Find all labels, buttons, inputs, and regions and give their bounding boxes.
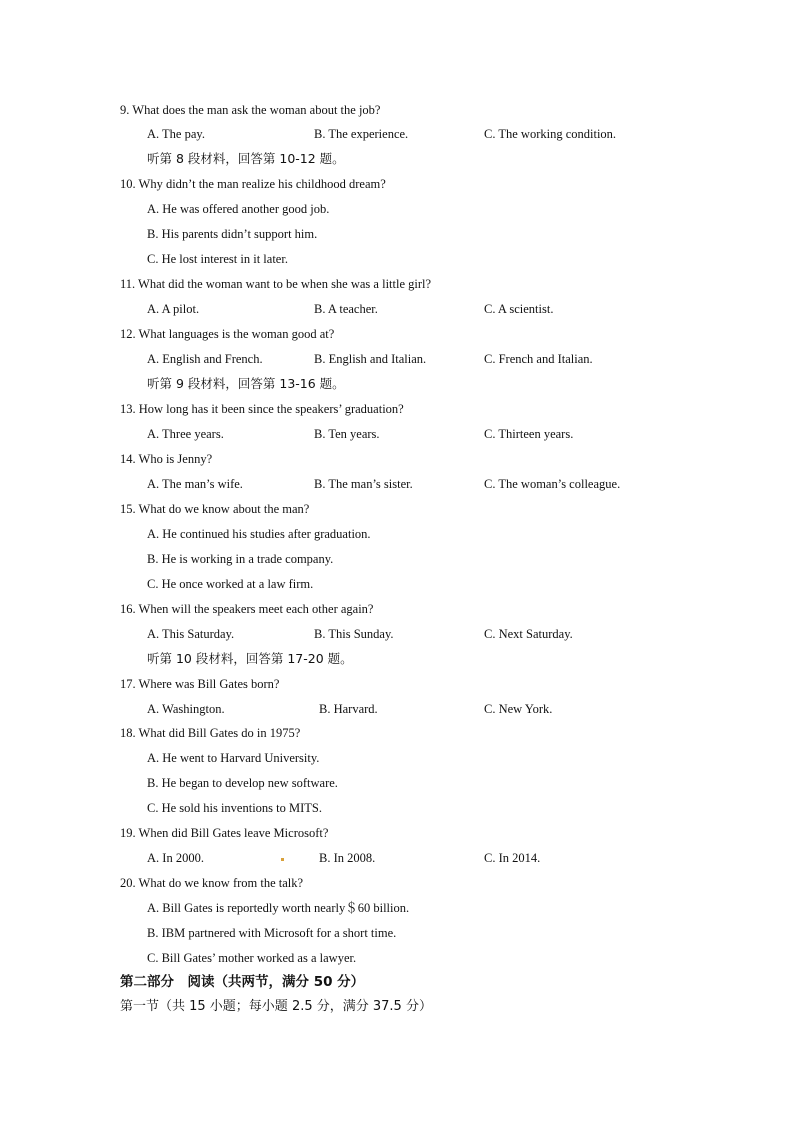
q12-option-b: B. English and Italian.	[314, 352, 427, 366]
q9-option-a: A. The pay.	[147, 127, 205, 141]
q20-option-c: C. Bill Gates’ mother worked as a lawyer.	[147, 951, 357, 965]
instruction-section-10: 听第 10 段材料，回答第 17-20 题。	[147, 651, 353, 666]
question-14: 14. Who is Jenny?	[120, 452, 213, 466]
question-11: 11. What did the woman want to be when she was a little girl?	[120, 277, 432, 291]
q16-option-a: A. This Saturday.	[147, 627, 235, 641]
q13-option-c: C. Thirteen years.	[484, 427, 574, 441]
q11-option-b: B. A teacher.	[314, 302, 378, 316]
q12-option-a: A. English and French.	[147, 352, 263, 366]
question-13: 13. How long has it been since the speakers’ graduation?	[120, 402, 404, 416]
q14-option-a: A. The man’s wife.	[147, 477, 243, 491]
q20-option-a: A. Bill Gates is reportedly worth nearly＄60 billion.	[147, 901, 410, 915]
question-17: 17. Where was Bill Gates born?	[120, 677, 280, 691]
q16-option-b: B. This Sunday.	[314, 627, 394, 641]
q15-option-a: A. He continued his studies after graduation.	[147, 527, 371, 541]
q20-option-b: B. IBM partnered with Microsoft for a short time.	[147, 926, 397, 940]
q18-option-b: B. He began to develop new software.	[147, 776, 338, 790]
q18-option-a: A. He went to Harvard University.	[147, 751, 320, 765]
part2-heading: 第二部分 阅读（共两节，满分 50 分）	[120, 974, 365, 990]
q19-option-c: C. In 2014.	[484, 851, 541, 865]
instruction-section-8: 听第 8 段材料，回答第 10-12 题。	[147, 151, 345, 166]
q13-option-a: A. Three years.	[147, 427, 224, 441]
question-16: 16. When will the speakers meet each other again?	[120, 602, 374, 616]
q10-option-a: A. He was offered another good job.	[147, 202, 330, 216]
q9-option-c: C. The working condition.	[484, 127, 617, 141]
q17-option-c: C. New York.	[484, 702, 553, 716]
question-15: 15. What do we know about the man?	[120, 502, 310, 516]
question-12: 12. What languages is the woman good at?	[120, 327, 335, 341]
q19-option-b: B. In 2008.	[319, 851, 376, 865]
q11-option-a: A. A pilot.	[147, 302, 200, 316]
stray-dot-mark	[281, 858, 284, 861]
q12-option-c: C. French and Italian.	[484, 352, 593, 366]
q17-option-b: B. Harvard.	[319, 702, 378, 716]
question-18: 18. What did Bill Gates do in 1975?	[120, 726, 301, 740]
question-20: 20. What do we know from the talk?	[120, 876, 304, 890]
question-19: 19. When did Bill Gates leave Microsoft?	[120, 826, 329, 840]
q9-option-b: B. The experience.	[314, 127, 409, 141]
question-9: 9. What does the man ask the woman about the job?	[120, 103, 381, 117]
part2-section1-heading: 第一节（共 15 小题；每小题 2.5 分，满分 37.5 分）	[120, 999, 432, 1014]
q11-option-c: C. A scientist.	[484, 302, 554, 316]
q16-option-c: C. Next Saturday.	[484, 627, 573, 641]
q10-option-b: B. His parents didn’t support him.	[147, 227, 318, 241]
instruction-section-9: 听第 9 段材料，回答第 13-16 题。	[147, 376, 345, 391]
q10-option-c: C. He lost interest in it later.	[147, 252, 288, 266]
q17-option-a: A. Washington.	[147, 702, 225, 716]
q14-option-b: B. The man’s sister.	[314, 477, 413, 491]
q15-option-b: B. He is working in a trade company.	[147, 552, 334, 566]
question-10: 10. Why didn’t the man realize his childhood dream?	[120, 177, 386, 191]
q13-option-b: B. Ten years.	[314, 427, 380, 441]
q15-option-c: C. He once worked at a law firm.	[147, 577, 314, 591]
q18-option-c: C. He sold his inventions to MITS.	[147, 801, 323, 815]
q14-option-c: C. The woman’s colleague.	[484, 477, 621, 491]
q19-option-a: A. In 2000.	[147, 851, 204, 865]
